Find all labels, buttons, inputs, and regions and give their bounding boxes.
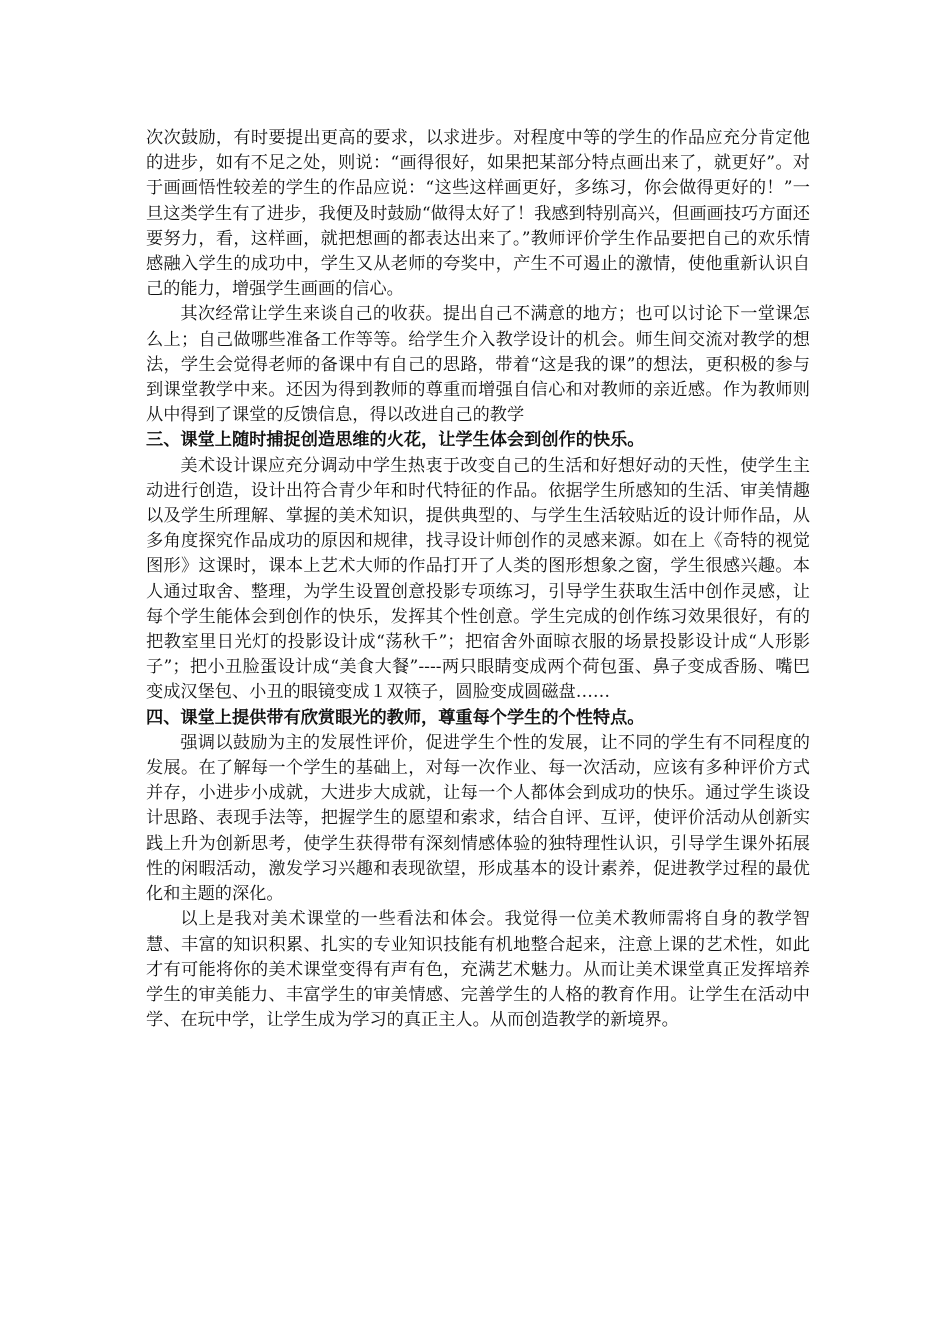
document-page xyxy=(146,126,810,1033)
paragraph-body: 次次鼓励，有时要提出更高的要求，以求进步。对程度中等的学生的作品应充分肯定他的进步，如有不足之处，则说：“画得很好，如果把某部分特点画出来了，就更好”。对于画画悟性较差的学生的作品应说：“这些这样画更好，多练习，你会做得更好的！”一旦这类学生有了进步，我便及时鼓励“做得太好了！我感到特别高兴，但画画技巧方面还要努力，看，这样画，就把想画的都表达出来了。”教师评价学生作品要把自己的欢乐情感融入学生的成功中，学生又从老师的夸奖中，产生不可遏止的激情，使他重新认识自己的能力，增强学生画画的信心。 xyxy=(146,128,810,300)
paragraph-body: 其次经常让学生来谈自己的收获。提出自己不满意的地方；也可以讨论下一堂课怎么上；自己做哪些准备工作等等。给学生介入教学设计的机会。师生间交流对教学的想法，学生会觉得老师的备课中有自己的思路，带着“这是我的课”的想法，更积极的参与到课堂教学中来。还因为得到教师的尊重而增强自信心和对教师的亲近感。作为教师则从中得到了课堂的反馈信息，得以改进自己的教学 xyxy=(146,304,810,426)
paragraph-body: 以上是我对美术课堂的一些看法和体会。我觉得一位美术教师需将自身的教学智慧、丰富的知识积累、扎实的专业知识技能有机地整合起来，注意上课的艺术性，如此才有可能将你的美术课堂变得有声有色，充满艺术魅力。从而让美术课堂真正发挥培养学生的审美能力、丰富学生的审美情感、完善学生的人格的教育作用。让学生在活动中学、在玩中学，让学生成为学习的真正主人。从而创造教学的新境界。 xyxy=(146,909,810,1031)
section-heading: 四、课堂上提供带有欣赏眼光的教师，尊重每个学生的个性特点。 xyxy=(146,707,645,728)
paragraph-body: 强调以鼓励为主的发展性评价，促进学生个性的发展，让不同的学生有不同程度的发展。在了解每一个学生的基础上，对每一次作业、每一次活动，应该有多种评价方式并存，小进步小成就，大进步大成就，让每一个人都体会到成功的快乐。通过学生谈设计思路、表现手法等，把握学生的愿望和索求，结合自评、互评，使评价活动从创新实践上升为创新思考，使学生获得带有深刻情感体验的独特理性认识，引导学生课外拓展性的闲暇活动，激发学习兴趣和表现欲望，形成基本的设计素养，促进教学过程的最优化和主题的深化。 xyxy=(146,732,810,905)
paragraph-body: 美术设计课应充分调动中学生热衷于改变自己的生活和好想好动的天性，使学生主动进行创造，设计出符合青少年和时代特征的作品。依据学生所感知的生活、审美情趣以及学生所理解、掌握的美术知识，提供典型的、与学生生活较贴近的设计师作品，从多角度探究作品成功的原因和规律，找寻设计师创作的灵感来源。如在上《奇特的视觉图形》这课时，课本上艺术大师的作品打开了人类的图形想象之窗，学生很感兴趣。本人通过取舍、整理，为学生设置创意投影专项练习，引导学生获取生活中创作灵感，让每个学生能体会到创作的快乐，发挥其个性创意。学生完成的创作练习效果很好，有的把教室里日光灯的投影设计成“荡秋千”；把宿舍外面晾衣服的场景投影设计成“人形影子”；把小丑脸蛋设计成“美食大餐”----两只眼睛变成两个荷包蛋、鼻子变成香肠、嘴巴变成汉堡包、小丑的眼镜变成１双筷子，圆脸变成圆磁盘…… xyxy=(146,455,810,703)
section-heading: 三、课堂上随时捕捉创造思维的火花，让学生体会到创作的快乐。 xyxy=(146,430,645,451)
